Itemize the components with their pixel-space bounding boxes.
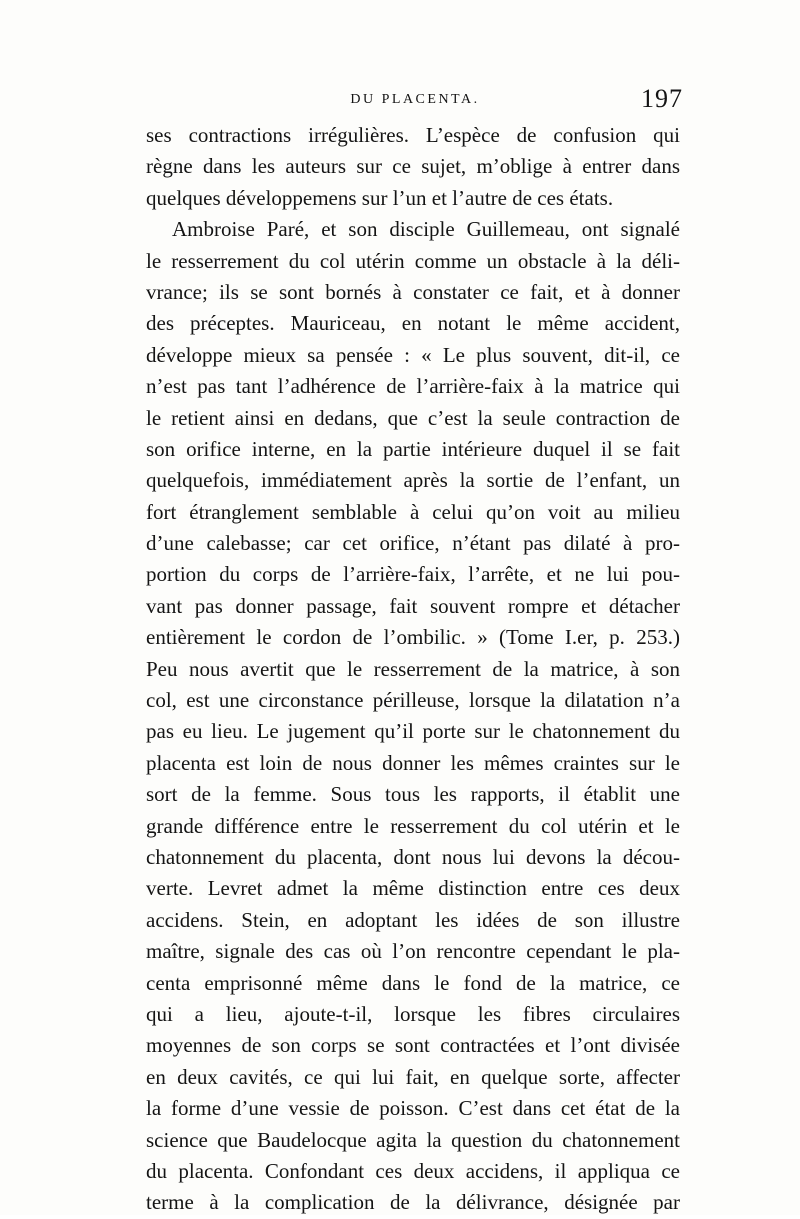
- text-line: entièrement le cordon de l’ombilic. » (Tome I.er, p. 253.): [146, 625, 680, 650]
- text-line: d’une calebasse; car cet orifice, n’étant pas dilaté à pro-: [146, 531, 680, 556]
- text-line: science que Baudelocque agita la question du chatonnement: [146, 1127, 680, 1152]
- page-number: 197: [641, 84, 683, 113]
- text-line: maître, signale des cas où l’on rencontre cependant le pla-: [146, 939, 680, 964]
- text-line: qui a lieu, ajoute-t-il, lorsque les fibres circulaires: [146, 1001, 680, 1026]
- text-line: Ambroise Paré, et son disciple Guillemeau, ont signalé: [172, 217, 680, 242]
- running-head: [145, 84, 685, 118]
- text-line: quelquefois, immédiatement après la sortie de l’enfant, un: [146, 468, 680, 493]
- body-text: [146, 120, 680, 1219]
- text-line: chatonnement du placenta, dont nous lui devons la décou-: [146, 844, 680, 869]
- text-line: centa emprisonné même dans le fond de la matrice, ce: [146, 970, 680, 995]
- text-line: pas eu lieu. Le jugement qu’il porte sur le chatonnement du: [146, 719, 680, 744]
- text-line: n’est pas tant l’adhérence de l’arrière-faix à la matrice qui: [146, 374, 680, 399]
- text-line: règne dans les auteurs sur ce sujet, m’oblige à entrer dans: [146, 154, 680, 179]
- text-line: la forme d’une vessie de poisson. C’est dans cet état de la: [146, 1096, 680, 1121]
- text-line: terme à la complication de la délivrance, désignée par: [146, 1190, 680, 1215]
- text-line: portion du corps de l’arrière-faix, l’arrête, et ne lui pou-: [146, 562, 680, 587]
- text-line: quelques développemens sur l’un et l’autre de ces états.: [146, 185, 614, 210]
- text-line: développe mieux sa pensée : « Le plus souvent, dit-il, ce: [146, 342, 680, 367]
- text-line: son orifice interne, en la partie intérieure duquel il se fait: [146, 436, 680, 461]
- text-line: le retient ainsi en dedans, que c’est la seule contraction de: [146, 405, 680, 430]
- running-title: DU PLACENTA.: [350, 92, 480, 107]
- text-line: moyennes de son corps se sont contractées et l’ont divisée: [146, 1033, 680, 1058]
- text-line: Peu nous avertit que le resserrement de la matrice, à son: [146, 656, 680, 681]
- text-line: en deux cavités, ce qui lui fait, en quelque sorte, affecter: [146, 1064, 680, 1089]
- text-line: grande différence entre le resserrement du col utérin et le: [146, 813, 680, 838]
- text-line: des préceptes. Mauriceau, en notant le même accident,: [146, 311, 680, 336]
- text-line: le resserrement du col utérin comme un obstacle à la déli-: [146, 248, 680, 273]
- text-line: sort de la femme. Sous tous les rapports, il établit une: [146, 782, 680, 807]
- text-line: du placenta. Confondant ces deux accidens, il appliqua ce: [146, 1158, 680, 1183]
- text-line: col, est une circonstance périlleuse, lorsque la dilatation n’a: [146, 688, 680, 713]
- text-line: placenta est loin de nous donner les mêmes craintes sur le: [146, 750, 680, 775]
- text-line: vrance; ils se sont bornés à constater ce fait, et à donner: [146, 279, 680, 304]
- text-line: accidens. Stein, en adoptant les idées de son illustre: [146, 907, 680, 932]
- text-line: fort étranglement semblable à celui qu’on voit au milieu: [146, 499, 680, 524]
- text-line: vant pas donner passage, fait souvent rompre et détacher: [146, 593, 680, 618]
- text-line: ses contractions irrégulières. L’espèce de confusion qui: [146, 123, 680, 147]
- text-line: verte. Levret admet la même distinction entre ces deux: [146, 876, 680, 901]
